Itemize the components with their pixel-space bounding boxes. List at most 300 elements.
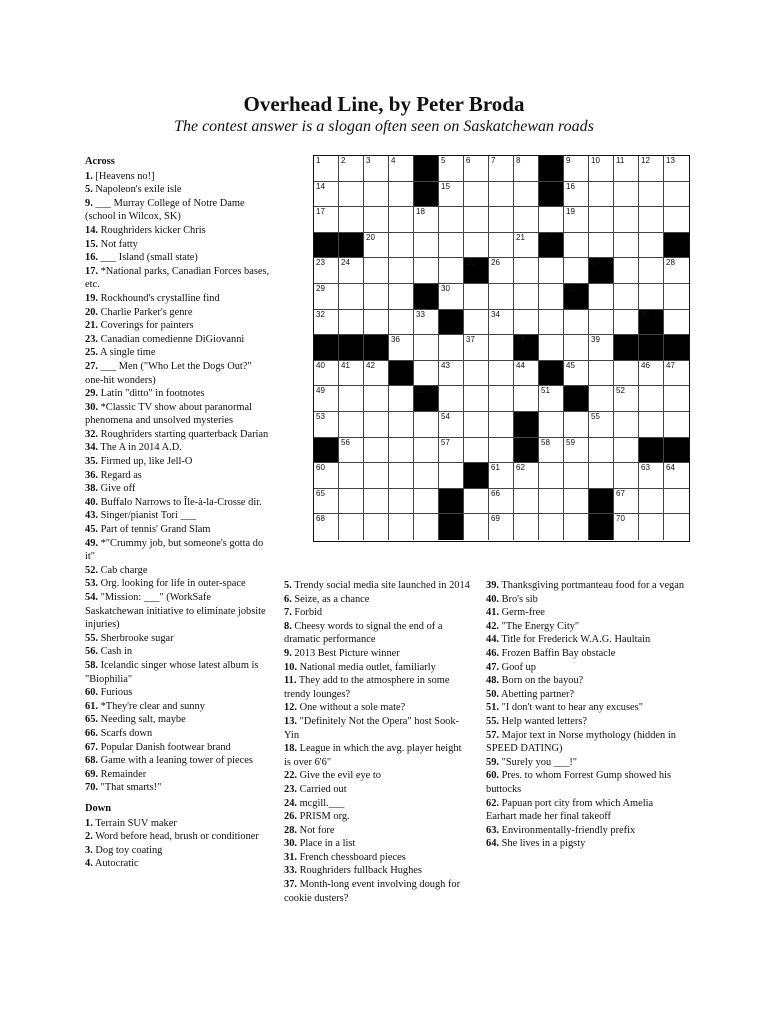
grid-square[interactable]: [539, 463, 564, 489]
grid-square[interactable]: [489, 284, 514, 310]
grid-square[interactable]: [414, 233, 439, 259]
grid-square[interactable]: [639, 361, 664, 387]
grid-square[interactable]: [539, 412, 564, 438]
clue-number: 37: [466, 335, 475, 345]
clue-number: 7: [491, 156, 496, 165]
grid-square[interactable]: [489, 489, 514, 515]
grid-square[interactable]: [339, 156, 364, 182]
clue-number: 66: [491, 488, 500, 498]
clue-number: 56.: [85, 646, 98, 658]
grid-square[interactable]: [514, 284, 539, 310]
clue-text: Not fatty: [98, 238, 138, 250]
grid-square[interactable]: [389, 438, 414, 464]
grid-square[interactable]: [439, 361, 464, 387]
grid-square[interactable]: [389, 386, 414, 412]
clue-text: A single time: [98, 347, 156, 359]
grid-square[interactable]: [314, 463, 339, 489]
grid-square[interactable]: [314, 412, 339, 438]
grid-square[interactable]: [389, 284, 414, 310]
grid-square[interactable]: [364, 207, 389, 233]
grid-square[interactable]: [414, 438, 439, 464]
grid-square[interactable]: [389, 335, 414, 361]
grid-square[interactable]: [539, 514, 564, 540]
grid-square[interactable]: [339, 284, 364, 310]
clue-number: 67.: [85, 741, 98, 753]
grid-square[interactable]: [439, 258, 464, 284]
clue-number: 18: [416, 207, 425, 217]
grid-square[interactable]: [664, 207, 689, 233]
clue-item: [85, 333, 270, 347]
clue-item: [486, 647, 686, 661]
grid-square[interactable]: [314, 514, 339, 540]
grid-square[interactable]: [639, 489, 664, 515]
grid-square[interactable]: [364, 361, 389, 387]
grid-square[interactable]: [639, 284, 664, 310]
clue-item: [85, 844, 270, 858]
grid-square[interactable]: [614, 361, 639, 387]
grid-square[interactable]: [514, 182, 539, 208]
grid-square[interactable]: [564, 258, 589, 284]
grid-square[interactable]: [314, 182, 339, 208]
clue-number: 39: [591, 335, 600, 345]
clue-number: 47.: [486, 661, 499, 673]
grid-square[interactable]: [514, 258, 539, 284]
down-clue-list: [85, 817, 270, 871]
clue-text: ___ Island (small state): [98, 252, 198, 264]
clue-number: 11: [616, 156, 625, 165]
down-clue-list: [284, 579, 470, 905]
grid-square[interactable]: [664, 386, 689, 412]
grid-square[interactable]: [364, 284, 389, 310]
grid-square[interactable]: [339, 489, 364, 515]
grid-square[interactable]: [464, 361, 489, 387]
grid-square[interactable]: [539, 207, 564, 233]
clue-item: [85, 768, 270, 782]
grid-square[interactable]: [364, 310, 389, 336]
grid-square[interactable]: [414, 463, 439, 489]
grid-square[interactable]: [364, 156, 389, 182]
grid-square[interactable]: [539, 258, 564, 284]
clue-text: Trendy social media site launched in 2014: [291, 580, 470, 591]
grid-square[interactable]: [514, 514, 539, 540]
grid-square[interactable]: [489, 207, 514, 233]
grid-square[interactable]: [339, 386, 364, 412]
clue-item: [486, 606, 686, 620]
clue-number: 64.: [486, 838, 499, 850]
grid-square[interactable]: [614, 514, 639, 540]
grid-square[interactable]: [589, 386, 614, 412]
grid-square[interactable]: [389, 412, 414, 438]
clue-number: 63.: [486, 824, 499, 836]
clue-number: 14.: [85, 224, 98, 236]
grid-square[interactable]: [314, 489, 339, 515]
grid-square[interactable]: [639, 412, 664, 438]
across-heading: Across: [85, 156, 115, 167]
grid-square[interactable]: [339, 310, 364, 336]
grid-square[interactable]: [614, 233, 639, 259]
grid-square[interactable]: [464, 182, 489, 208]
grid-square[interactable]: [439, 438, 464, 464]
clue-number: 41.: [486, 607, 499, 619]
grid-square[interactable]: [664, 258, 689, 284]
clue-item: [284, 864, 470, 878]
clue-number: 17.: [85, 265, 98, 277]
clue-number: 6.: [284, 593, 292, 605]
grid-square[interactable]: [614, 182, 639, 208]
grid-square[interactable]: [439, 156, 464, 182]
grid-block: [464, 258, 489, 284]
clue-text: "Surely you ___!": [499, 756, 578, 768]
grid-square[interactable]: [589, 412, 614, 438]
grid-square[interactable]: [589, 233, 614, 259]
clue-text: National media outlet, familiarly: [297, 661, 436, 673]
clue-text: "The Energy City": [499, 620, 580, 632]
grid-square[interactable]: [339, 463, 364, 489]
grid-square[interactable]: [614, 412, 639, 438]
clue-number: 38: [516, 335, 525, 345]
grid-square[interactable]: [439, 463, 464, 489]
grid-square[interactable]: [514, 463, 539, 489]
grid-square[interactable]: [489, 156, 514, 182]
grid-square[interactable]: [639, 463, 664, 489]
grid-square[interactable]: [664, 156, 689, 182]
grid-square[interactable]: [564, 207, 589, 233]
clue-text: *They're clear and sunny: [98, 700, 205, 712]
grid-square[interactable]: [364, 438, 389, 464]
grid-block: [564, 284, 589, 310]
grid-block: [514, 412, 539, 438]
grid-square[interactable]: [489, 386, 514, 412]
clue-text: Give off: [98, 483, 136, 495]
grid-square[interactable]: [489, 463, 514, 489]
grid-square[interactable]: [339, 438, 364, 464]
clue-text: Canadian comedienne DiGiovanni: [98, 333, 245, 345]
clue-item: [284, 878, 470, 905]
clue-item: [284, 606, 470, 620]
grid-square[interactable]: [614, 438, 639, 464]
grid-square[interactable]: [639, 207, 664, 233]
grid-square[interactable]: [489, 361, 514, 387]
grid-square[interactable]: [564, 412, 589, 438]
grid-square[interactable]: [589, 335, 614, 361]
grid-square[interactable]: [614, 310, 639, 336]
grid-square[interactable]: [339, 361, 364, 387]
clue-text: Latin "ditto" in footnotes: [98, 388, 205, 400]
grid-square[interactable]: [339, 207, 364, 233]
grid-block: [564, 386, 589, 412]
grid-square[interactable]: [414, 412, 439, 438]
grid-square[interactable]: [639, 514, 664, 540]
clue-text: Napoleon's exile isle: [92, 184, 182, 196]
clue-text: "I don't want to hear any excuses": [499, 702, 643, 714]
grid-square[interactable]: [564, 156, 589, 182]
clue-text: Sherbrooke sugar: [98, 632, 174, 644]
clue-item: [486, 620, 686, 634]
clue-text: They add to the atmosphere in some trendy lounges?: [284, 675, 450, 700]
clue-text: French chessboard pieces: [297, 851, 406, 863]
grid-square[interactable]: [514, 156, 539, 182]
grid-square[interactable]: [664, 182, 689, 208]
grid-square[interactable]: [364, 514, 389, 540]
grid-square[interactable]: [664, 489, 689, 515]
grid-square[interactable]: [589, 361, 614, 387]
clue-text: PRISM org.: [297, 811, 350, 823]
grid-square[interactable]: [364, 489, 389, 515]
grid-square[interactable]: [389, 310, 414, 336]
grid-square[interactable]: [314, 361, 339, 387]
grid-square[interactable]: [389, 207, 414, 233]
clue-item: [85, 170, 270, 184]
clue-text: Singer/pianist Tori ___: [98, 510, 197, 522]
grid-square[interactable]: [414, 514, 439, 540]
grid-square[interactable]: [564, 233, 589, 259]
clue-text: Frozen Baffin Bay obstacle: [499, 647, 616, 659]
grid-square[interactable]: [539, 489, 564, 515]
clue-number: 5: [441, 156, 446, 165]
grid-square[interactable]: [464, 412, 489, 438]
grid-square[interactable]: [564, 463, 589, 489]
grid-square[interactable]: [614, 258, 639, 284]
grid-square[interactable]: [464, 489, 489, 515]
grid-square[interactable]: [439, 335, 464, 361]
grid-square[interactable]: [314, 258, 339, 284]
grid-square[interactable]: [614, 156, 639, 182]
grid-square[interactable]: [489, 514, 514, 540]
grid-block: [414, 182, 439, 208]
clue-item: [486, 729, 686, 756]
clue-text: One without a sole mate?: [297, 702, 406, 714]
clue-number: 12.: [284, 702, 297, 714]
clue-number: 30: [441, 283, 450, 293]
grid-square[interactable]: [614, 386, 639, 412]
grid-square[interactable]: [489, 258, 514, 284]
grid-square[interactable]: [514, 207, 539, 233]
clue-number: 28.: [284, 824, 297, 836]
clue-item: [284, 824, 470, 838]
grid-square[interactable]: [664, 463, 689, 489]
grid-square[interactable]: [664, 284, 689, 310]
clue-item: [486, 837, 686, 851]
grid-square[interactable]: [314, 310, 339, 336]
clue-number: 63: [641, 463, 650, 473]
grid-square[interactable]: [614, 284, 639, 310]
clue-text: *Classic TV show about paranormal phenomena and unsolved mysteries: [85, 401, 253, 427]
grid-square[interactable]: [489, 310, 514, 336]
grid-square[interactable]: [364, 463, 389, 489]
grid-square[interactable]: [539, 335, 564, 361]
grid-square[interactable]: [664, 514, 689, 540]
clue-number: 3: [366, 156, 371, 165]
clue-text: Bro's sib: [499, 593, 538, 605]
grid-square[interactable]: [564, 310, 589, 336]
grid-square[interactable]: [439, 182, 464, 208]
grid-block: [639, 310, 664, 336]
grid-square[interactable]: [439, 207, 464, 233]
grid-square[interactable]: [564, 182, 589, 208]
grid-block: [639, 438, 664, 464]
clue-text: mcgill.___: [297, 797, 345, 809]
grid-square[interactable]: [414, 361, 439, 387]
clue-number: 5.: [85, 184, 93, 196]
clue-item: [85, 306, 270, 320]
grid-square[interactable]: [464, 386, 489, 412]
grid-square[interactable]: [489, 182, 514, 208]
grid-square[interactable]: [464, 233, 489, 259]
grid-square[interactable]: [489, 438, 514, 464]
grid-square[interactable]: [564, 361, 589, 387]
grid-square[interactable]: [414, 335, 439, 361]
grid-square[interactable]: [464, 310, 489, 336]
clue-number: 8: [516, 156, 521, 165]
grid-block: [364, 335, 389, 361]
clue-number: 44: [516, 360, 525, 370]
grid-square[interactable]: [464, 438, 489, 464]
grid-square[interactable]: [639, 233, 664, 259]
clue-item: [284, 593, 470, 607]
clue-text: "Mission: ___" (WorkSafe Saskatchewan initiative to eliminate jobsite injuries): [85, 592, 266, 631]
grid-square[interactable]: [389, 489, 414, 515]
grid-square[interactable]: [589, 207, 614, 233]
grid-square[interactable]: [539, 284, 564, 310]
grid-square[interactable]: [339, 258, 364, 284]
grid-square[interactable]: [414, 207, 439, 233]
grid-square[interactable]: [414, 489, 439, 515]
grid-square[interactable]: [464, 207, 489, 233]
grid-square[interactable]: [389, 514, 414, 540]
grid-square[interactable]: [439, 386, 464, 412]
clue-item: [486, 701, 686, 715]
grid-square[interactable]: [489, 412, 514, 438]
grid-square[interactable]: [464, 514, 489, 540]
grid-square[interactable]: [639, 258, 664, 284]
clue-number: 35: [641, 309, 650, 319]
grid-square[interactable]: [589, 310, 614, 336]
grid-square[interactable]: [514, 489, 539, 515]
clue-item: [284, 769, 470, 783]
crossword-grid[interactable]: [313, 155, 690, 542]
grid-square[interactable]: [314, 284, 339, 310]
grid-square[interactable]: [664, 310, 689, 336]
clue-item: [85, 360, 270, 387]
clue-item: [284, 701, 470, 715]
grid-square[interactable]: [314, 156, 339, 182]
grid-square[interactable]: [464, 284, 489, 310]
grid-square[interactable]: [464, 156, 489, 182]
grid-square[interactable]: [414, 310, 439, 336]
grid-block: [314, 233, 339, 259]
grid-square[interactable]: [364, 182, 389, 208]
clue-text: Environmentally-friendly prefix: [499, 824, 636, 836]
clue-number: 5.: [284, 580, 292, 591]
clue-number: 69.: [85, 768, 98, 780]
clue-number: 38.: [85, 483, 98, 495]
grid-square[interactable]: [389, 258, 414, 284]
grid-square[interactable]: [389, 463, 414, 489]
grid-square[interactable]: [489, 233, 514, 259]
grid-square[interactable]: [639, 182, 664, 208]
grid-square[interactable]: [364, 386, 389, 412]
grid-square[interactable]: [464, 335, 489, 361]
clue-number: 65.: [85, 714, 98, 726]
grid-square[interactable]: [589, 156, 614, 182]
grid-square[interactable]: [614, 463, 639, 489]
grid-square[interactable]: [439, 233, 464, 259]
grid-square[interactable]: [514, 233, 539, 259]
grid-square[interactable]: [539, 310, 564, 336]
grid-square[interactable]: [564, 514, 589, 540]
clue-item: [85, 292, 270, 306]
grid-square[interactable]: [589, 438, 614, 464]
grid-square[interactable]: [514, 386, 539, 412]
clue-number: 67: [616, 488, 625, 498]
grid-square[interactable]: [614, 207, 639, 233]
grid-square[interactable]: [564, 335, 589, 361]
clue-text: Coverings for painters: [98, 320, 194, 332]
clue-item: [85, 387, 270, 401]
grid-square[interactable]: [564, 489, 589, 515]
clue-number: 33: [416, 309, 425, 319]
grid-square[interactable]: [589, 463, 614, 489]
grid-square[interactable]: [489, 335, 514, 361]
grid-square[interactable]: [514, 310, 539, 336]
grid-square[interactable]: [389, 182, 414, 208]
clue-text: 2013 Best Picture winner: [291, 647, 400, 659]
clue-text: Forbid: [291, 607, 323, 619]
clue-number: 9.: [85, 197, 93, 209]
grid-square[interactable]: [589, 284, 614, 310]
grid-square[interactable]: [514, 361, 539, 387]
grid-square[interactable]: [414, 258, 439, 284]
grid-square[interactable]: [539, 438, 564, 464]
grid-square[interactable]: [664, 412, 689, 438]
grid-square[interactable]: [364, 412, 389, 438]
grid-block: [589, 258, 614, 284]
grid-square[interactable]: [664, 361, 689, 387]
clue-number: 1.: [85, 817, 93, 829]
grid-square[interactable]: [364, 233, 389, 259]
clue-item: [85, 577, 270, 591]
grid-square[interactable]: [314, 207, 339, 233]
grid-square[interactable]: [339, 412, 364, 438]
grid-square[interactable]: [614, 489, 639, 515]
clue-number: 39.: [486, 580, 499, 591]
clue-number: 23: [316, 258, 325, 268]
grid-square[interactable]: [364, 258, 389, 284]
grid-square[interactable]: [639, 386, 664, 412]
down-clue-list: [486, 579, 686, 851]
grid-block: [614, 335, 639, 361]
grid-square[interactable]: [439, 284, 464, 310]
grid-square[interactable]: [339, 514, 364, 540]
grid-square[interactable]: [314, 386, 339, 412]
grid-block: [439, 489, 464, 515]
grid-square[interactable]: [589, 182, 614, 208]
clue-item: [85, 482, 270, 496]
clue-item: [284, 810, 470, 824]
grid-square[interactable]: [389, 156, 414, 182]
grid-square[interactable]: [439, 412, 464, 438]
grid-square[interactable]: [389, 233, 414, 259]
clue-number: 53.: [85, 578, 98, 590]
grid-square[interactable]: [564, 438, 589, 464]
puzzle-title: Overhead Line, by Peter Broda: [243, 92, 525, 116]
clue-item: [85, 197, 270, 224]
grid-square[interactable]: [539, 386, 564, 412]
grid-square[interactable]: [339, 182, 364, 208]
grid-square[interactable]: [639, 156, 664, 182]
clue-item: [85, 781, 270, 795]
clue-number: 56: [341, 437, 350, 447]
